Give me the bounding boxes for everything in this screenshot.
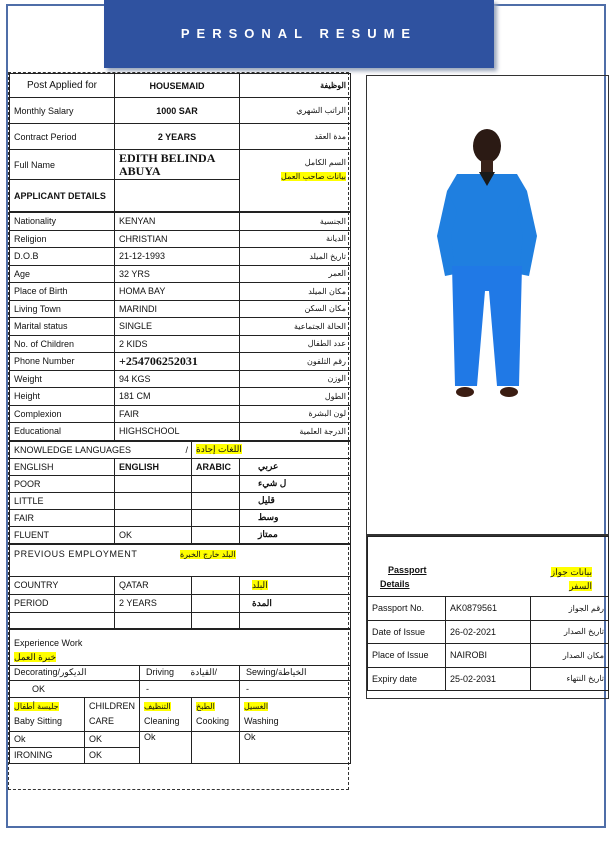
detail-ar: الجنسية (240, 213, 351, 231)
employment-empty-row (10, 612, 351, 628)
detail-ar: مكان السكن (240, 300, 351, 318)
detail-row (10, 300, 351, 318)
experience-header: Experience Work (14, 637, 83, 648)
exp-ironing-value: OK (85, 747, 140, 763)
detail-value: FAIR (115, 405, 240, 423)
passport-label: Place of Issue (368, 644, 446, 668)
applicant-ar: بيانات صاحب العمل (281, 172, 346, 181)
languages-cols-row (10, 458, 351, 475)
passport-label: Date of Issue (368, 620, 446, 644)
name-label: Full Name (10, 150, 115, 180)
exp-decorating-value: OK (10, 680, 140, 697)
exp-babysitting-ar: جليسة أطفال (14, 702, 59, 711)
lang-fair-row (10, 509, 351, 526)
exp-driving-cell (140, 665, 240, 680)
languages-header: KNOWLEDGE LANGUAGES / (10, 441, 192, 458)
exp-babysitting: Baby Sitting (14, 716, 63, 726)
lang-little-row (10, 492, 351, 509)
passport-details-ar: السفر (569, 581, 593, 591)
detail-ar: عدد الطفال (240, 335, 351, 353)
employment-header: PREVIOUS EMPLOYMENT (14, 548, 138, 559)
passport-value: NAIROBI (446, 644, 531, 668)
exp-babysitting-cell (10, 697, 85, 731)
period-row (10, 594, 351, 612)
exp-sewing-value: - (240, 680, 351, 697)
experience-table (9, 629, 351, 764)
detail-label: No. of Children (10, 335, 115, 353)
passport-value: AK0879561 (446, 597, 531, 621)
passport-ar: رقم الجواز (531, 597, 609, 621)
languages-header-ar-cell (192, 441, 351, 458)
salary-label: Monthly Salary (10, 98, 115, 124)
country-label: COUNTRY (10, 576, 115, 594)
passport-header-row (368, 537, 609, 597)
name-ar-cell (240, 150, 351, 212)
country-row (10, 576, 351, 594)
detail-value: KENYAN (115, 213, 240, 231)
period-label: PERIOD (10, 594, 115, 612)
lang-col-language: ENGLISH (10, 458, 115, 475)
name-value: EDITH BELINDA ABUYA (115, 150, 240, 180)
applicant-photo (427, 116, 547, 406)
detail-label: Living Town (10, 300, 115, 318)
employment-header-row (10, 544, 351, 576)
contract-ar: مدة العقد (240, 124, 351, 150)
contract-label: Contract Period (10, 124, 115, 150)
exp-decorating: Decorating/الديكور (10, 665, 140, 680)
photo-box (366, 75, 609, 535)
detail-value: HOMA BAY (115, 283, 240, 301)
exp-driving-ar: القيادة/ (190, 667, 218, 677)
passport-row (368, 644, 609, 668)
exp-cooking-cell (192, 697, 240, 731)
passport-title-ar: بيانات جواز (550, 567, 593, 577)
post-ar: الوظيفة (240, 74, 351, 98)
exp-children-care-value: OK (85, 731, 140, 747)
contract-value: 2 YEARS (115, 124, 240, 150)
passport-header-cell (368, 537, 609, 597)
exp-driving: Driving (146, 667, 175, 677)
detail-value: MARINDI (115, 300, 240, 318)
exp-babysitting-value: Ok (10, 731, 85, 747)
detail-ar: لون البشرة (240, 405, 351, 423)
detail-label: Age (10, 265, 115, 283)
detail-label: D.O.B (10, 248, 115, 266)
salary-ar: الراتب الشهري (240, 98, 351, 124)
name-row (10, 150, 351, 180)
salary-row (10, 98, 351, 124)
lang-fluent-ar: ممتاز (240, 526, 351, 543)
passport-ar: تاريخ الصدار (531, 620, 609, 644)
exp-cooking: Cooking (196, 716, 230, 726)
details-table (9, 212, 351, 441)
exp-ironing: IRONING (10, 747, 85, 763)
detail-row (10, 265, 351, 283)
detail-value: 32 YRS (115, 265, 240, 283)
exp-cooking-ar: الطبخ (196, 702, 215, 711)
exp-children-care-bottom: CARE (89, 716, 115, 726)
passport-row (368, 597, 609, 621)
experience-row-4 (10, 731, 351, 747)
exp-washing-value: Ok (240, 731, 351, 763)
detail-ar: رقم التلفون (240, 353, 351, 371)
exp-washing-cell (240, 697, 351, 731)
detail-ar: مكان الميلد (240, 283, 351, 301)
detail-row (10, 405, 351, 423)
detail-label: Place of Birth (10, 283, 115, 301)
exp-washing-ar: الغسيل (244, 702, 269, 711)
page-title: PERSONAL RESUME (180, 26, 418, 41)
languages-header-row (10, 441, 351, 458)
country-value: QATAR (115, 576, 192, 594)
lang-little: LITTLE (10, 492, 115, 509)
experience-header-ar: خبرة العمل (14, 651, 57, 662)
name-ar: السم الكامل (304, 158, 346, 167)
lang-little-ar: قليل (240, 492, 351, 509)
title-banner (104, 0, 494, 68)
experience-row-1 (10, 665, 351, 680)
detail-row (10, 388, 351, 406)
passport-value: 25-02-2031 (446, 667, 531, 691)
lang-poor-row (10, 475, 351, 492)
applicant-label: APPLICANT DETAILS (10, 180, 115, 212)
detail-row (10, 353, 351, 371)
detail-label: Nationality (10, 213, 115, 231)
exp-sewing: Sewing/الخياطة (240, 665, 351, 680)
lang-fluent-english: OK (115, 526, 192, 543)
exp-cleaning: Cleaning (144, 716, 180, 726)
resume-left-column (8, 72, 349, 790)
languages-header-ar: اللغات إجادة (196, 444, 242, 454)
detail-label: Phone Number (10, 353, 115, 371)
post-value: HOUSEMAID (115, 74, 240, 98)
passport-box (366, 535, 609, 699)
detail-value: CHRISTIAN (115, 230, 240, 248)
employment-header-ar: البلد خارج الخبرة (179, 549, 236, 559)
detail-ar: الطول (240, 388, 351, 406)
salary-value: 1000 SAR (115, 98, 240, 124)
applicant-empty (115, 180, 240, 212)
contract-row (10, 124, 351, 150)
job-table (9, 73, 351, 212)
passport-row (368, 667, 609, 691)
detail-ar: الديانة (240, 230, 351, 248)
lang-poor-ar: ل شيء (240, 475, 351, 492)
employment-header-cell (10, 544, 351, 576)
passport-ar: مكان الصدار (531, 644, 609, 668)
detail-ar: الدرجة العلمية (240, 423, 351, 441)
post-row (10, 74, 351, 98)
lang-col-english: ENGLISH (115, 458, 192, 475)
lang-col-ar: عربي (240, 458, 351, 475)
passport-ar: تاريخ النتهاء (531, 667, 609, 691)
detail-ar: تاريخ الميلد (240, 248, 351, 266)
post-label: Post Applied for (10, 74, 115, 98)
languages-table (9, 441, 351, 544)
detail-label: Height (10, 388, 115, 406)
experience-row-2 (10, 680, 351, 697)
detail-value: HIGHSCHOOL (115, 423, 240, 441)
lang-fluent: FLUENT (10, 526, 115, 543)
period-value: 2 YEARS (115, 594, 192, 612)
passport-title: Passport (388, 565, 427, 575)
detail-row (10, 283, 351, 301)
detail-value: 94 KGS (115, 370, 240, 388)
detail-row (10, 423, 351, 441)
detail-row (10, 335, 351, 353)
exp-cleaning-cell (140, 697, 192, 731)
passport-row (368, 620, 609, 644)
passport-label: Expiry date (368, 667, 446, 691)
exp-driving-value: - (140, 680, 240, 697)
detail-label: Complexion (10, 405, 115, 423)
detail-label: Educational (10, 423, 115, 441)
detail-row (10, 230, 351, 248)
detail-value: 21-12-1993 (115, 248, 240, 266)
lang-fair: FAIR (10, 509, 115, 526)
country-ar-cell (240, 576, 351, 594)
period-ar: المدة (240, 594, 351, 612)
passport-label: Passport No. (368, 597, 446, 621)
passport-table (367, 536, 609, 691)
experience-header-row (10, 629, 351, 665)
lang-col-arabic: ARABIC (192, 458, 240, 475)
detail-label: Weight (10, 370, 115, 388)
experience-header-cell (10, 629, 351, 665)
detail-row (10, 248, 351, 266)
lang-poor: POOR (10, 475, 115, 492)
detail-value: 2 KIDS (115, 335, 240, 353)
detail-ar: العمر (240, 265, 351, 283)
exp-washing: Washing (244, 716, 279, 726)
detail-row (10, 213, 351, 231)
employment-table (9, 544, 351, 629)
passport-details: Details (380, 579, 410, 589)
detail-value: +254706252031 (115, 353, 240, 371)
lang-fair-ar: وسط (240, 509, 351, 526)
exp-children-care-cell (85, 697, 140, 731)
exp-children-care-top: CHILDREN (89, 701, 136, 711)
country-ar: البلد (252, 579, 268, 590)
detail-value: 181 CM (115, 388, 240, 406)
exp-cleaning-value: Ok (140, 731, 192, 763)
lang-fluent-row (10, 526, 351, 543)
passport-value: 26-02-2021 (446, 620, 531, 644)
detail-row (10, 318, 351, 336)
experience-row-3 (10, 697, 351, 731)
detail-row (10, 370, 351, 388)
detail-ar: الحالة الجتماعية (240, 318, 351, 336)
exp-cleaning-ar: التنظيف (144, 702, 171, 711)
detail-ar: الوزن (240, 370, 351, 388)
detail-label: Religion (10, 230, 115, 248)
detail-value: SINGLE (115, 318, 240, 336)
detail-label: Marital status (10, 318, 115, 336)
